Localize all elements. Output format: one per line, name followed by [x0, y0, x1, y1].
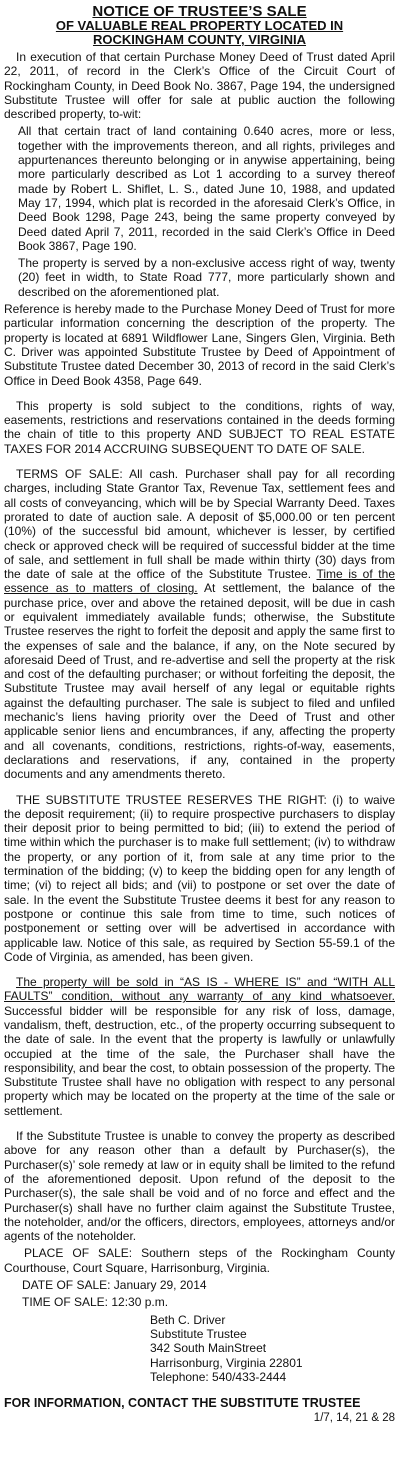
time-of-sale: TIME OF SALE: 12:30 p.m. [22, 1295, 169, 1310]
reference-paragraph: Reference is hereby made to the Purchase Money Deed of Trust for more particular information concerning the description of the property. The property is located at 6891 Wildflower Lane, Singers Glen, Virginia. Beth C. Driver was appointed Substitute Trustee by Deed of Appointment of Substitute Trustee dated December 30, 2013 of record in the said Clerk’s Office in Deed Book 4358, Page 649. [4, 302, 395, 388]
access-paragraph: The property is served by a non-exclusive access right of way, twenty (20) feet in width, to State Road 777, more particularly shown and described on the aforementioned plat. [18, 256, 395, 299]
as-is-text: Successful bidder will be responsible for any risk of loss, damage, vandalism, theft, destruction, etc., of the property occurring subsequent to the date of sale. In the event that the property is lawfully or unlawfully occupied at the time of the sale, the Purchaser shall have the responsibility, and bear the cost, to obtain possession of the property. The Substitute Trustee shall have no obligation with respect to any personal property which may be located on the property at the time of the sale or settlement. [4, 1003, 395, 1118]
notice-subtitle-line-1: OF VALUABLE REAL PROPERTY LOCATED IN [55, 18, 344, 33]
trustee-city: Harrisonburg, Virginia 22801 [150, 1355, 303, 1370]
as-is-paragraph [4, 975, 395, 1118]
trustee-street: 342 South MainStreet [150, 1341, 267, 1356]
trustee-role: Substitute Trustee [150, 1326, 247, 1341]
contact-line: FOR INFORMATION, CONTACT THE SUBSTITUTE TRUSTEE [4, 1396, 361, 1411]
trustee-phone: Telephone: 540/433-2444 [150, 1369, 287, 1384]
property-description: All that certain tract of land containing 0.640 acres, more or less, together with the improvements thereon, and all rights, privileges and appurtenances thereunto belonging or in anywise appertaining, being more particularly described as Lot 1 according to a survey thereof made by Robert L. Shiflet, L. S., dated June 10, 1988, and updated May 17, 1994, which plat is recorded in the aforesaid Clerk’s Office, in Deed Book 1298, Page 243, being the same property conveyed by Deed dated April 7, 2011, recorded in the said Clerk’s Office in Deed Book 3867, Page 190. [18, 124, 395, 253]
as-is-clause: The property will be sold in “AS IS - WHERE IS” and “WITH ALL FAULTS” condition, without any warranty of any kind whatsoever. [4, 975, 395, 1004]
terms-text-a: TERMS OF SALE: All cash. Purchaser shall pay for all recording charges, including State Grantor Tax, Revenue Tax, settlement fees and all costs of conveyancing, which will be by Special Warranty Deed. Taxes prorated to date of auction sale. A deposit of $5,000.00 or ten percent (10%) of the successful bid amount, whichever is lesser, by certified check or approved check will be required of successful bidder at the time of sale, and settlement in full shall be made within thirty (30) days from the date of sale at the office of the Substitute Trustee. [4, 467, 395, 582]
publication-dates: 1/7, 14, 21 & 28 [313, 1412, 395, 1425]
intro-paragraph: In execution of that certain Purchase Money Deed of Trust dated April 22, 2011, of record in the Clerk’s Office of the Circuit Court of Rockingham County, in Deed Book No. 3867, Page 194, the undersigned Substitute Trustee will offer for sale at public auction the following described property, to-wit: [4, 50, 395, 122]
notice-subtitle-line-2: ROCKINGHAM COUNTY, VIRGINIA [92, 32, 307, 47]
trustee-reserves-paragraph: THE SUBSTITUTE TRUSTEE RESERVES THE RIGHT: (i) to waive the deposit requirement; (ii) to require prospective purchasers to display their deposit prior to being permitted to bid; (iii) to extend the period of time within which the purchaser is to make full settlement; (iv) to withdraw the property, or any portion of it, from sale at any time prior to the termination of the bidding; (v) to keep the bidding open for any length of time; (vi) to reject all bids; and (vii) to postpone or set over the date of sale. In the event the Substitute Trustee deems it best for any reason to postpone or continue this sale from time to time, such notices of postponement or setting over will be advertised in accordance with applicable law. Notice of this sale, as required by Section 55-59.1 of the Code of Virginia, as amended, has been given. [4, 792, 395, 964]
terms-of-sale-paragraph [4, 467, 395, 782]
terms-essence-clause: Time is of the essence as to matters of closing. [4, 567, 395, 596]
trustee-signature-block [150, 1313, 395, 1384]
trustee-name: Beth C. Driver [150, 1312, 226, 1327]
terms-text-b: At settlement, the balance of the purchase price, over and above the retained deposit, will be due in cash or equivalent immediately available funds; otherwise, the Substitute Trustee reserves the right to forfeit the deposit and apply the same first to the expenses of sale and the balance, if any, on the Note secured by aforesaid Deed of Trust, and re-advertise and sell the property at the risk and cost of the defaulting purchaser; or without forfeiting the deposit, the Substitute Trustee may avail herself of any legal or equitable rights against the defaulting purchaser. The sale is subject to filed and unfiled mechanic’s liens having priority over the Deed of Trust and other applicable senior liens and encumbrances, if any, affecting the property and all covenants, conditions, restrictions, rights-of-way, easements, declarations and reservations, if any, contained in the property documents and any amendments thereto. [4, 581, 396, 782]
place-of-sale: PLACE OF SALE: Southern steps of the Rockingham County Courthouse, Court Square, Harrisonburg, Virginia. [4, 1246, 395, 1275]
unable-to-convey-paragraph: If the Substitute Trustee is unable to convey the property as described above for any reason other than a default by Purchaser(s), the Purchaser(s)’ sole remedy at law or in equity shall be limited to the refund of the aforementioned deposit. Upon refund of the deposit to the Purchaser(s), the sale shall be void and of no force and effect and the Purchaser(s) shall have no further claim against the Substitute Trustee, the noteholder, and/or the officers, directors, employees, attorneys and/or agents of the noteholder. [4, 1129, 395, 1244]
notice-title: NOTICE OF TRUSTEE’S SALE [92, 3, 307, 20]
date-of-sale: DATE OF SALE: January 29, 2014 [22, 1278, 207, 1293]
notice-header [4, 4, 395, 47]
subject-paragraph: This property is sold subject to the conditions, rights of way, easements, restrictions and reservations contained in the deeds forming the chain of title to this property AND SUBJECT TO REAL ESTATE TAXES FOR 2014 ACCRUING SUBSEQUENT TO DATE OF SALE. [4, 398, 395, 456]
